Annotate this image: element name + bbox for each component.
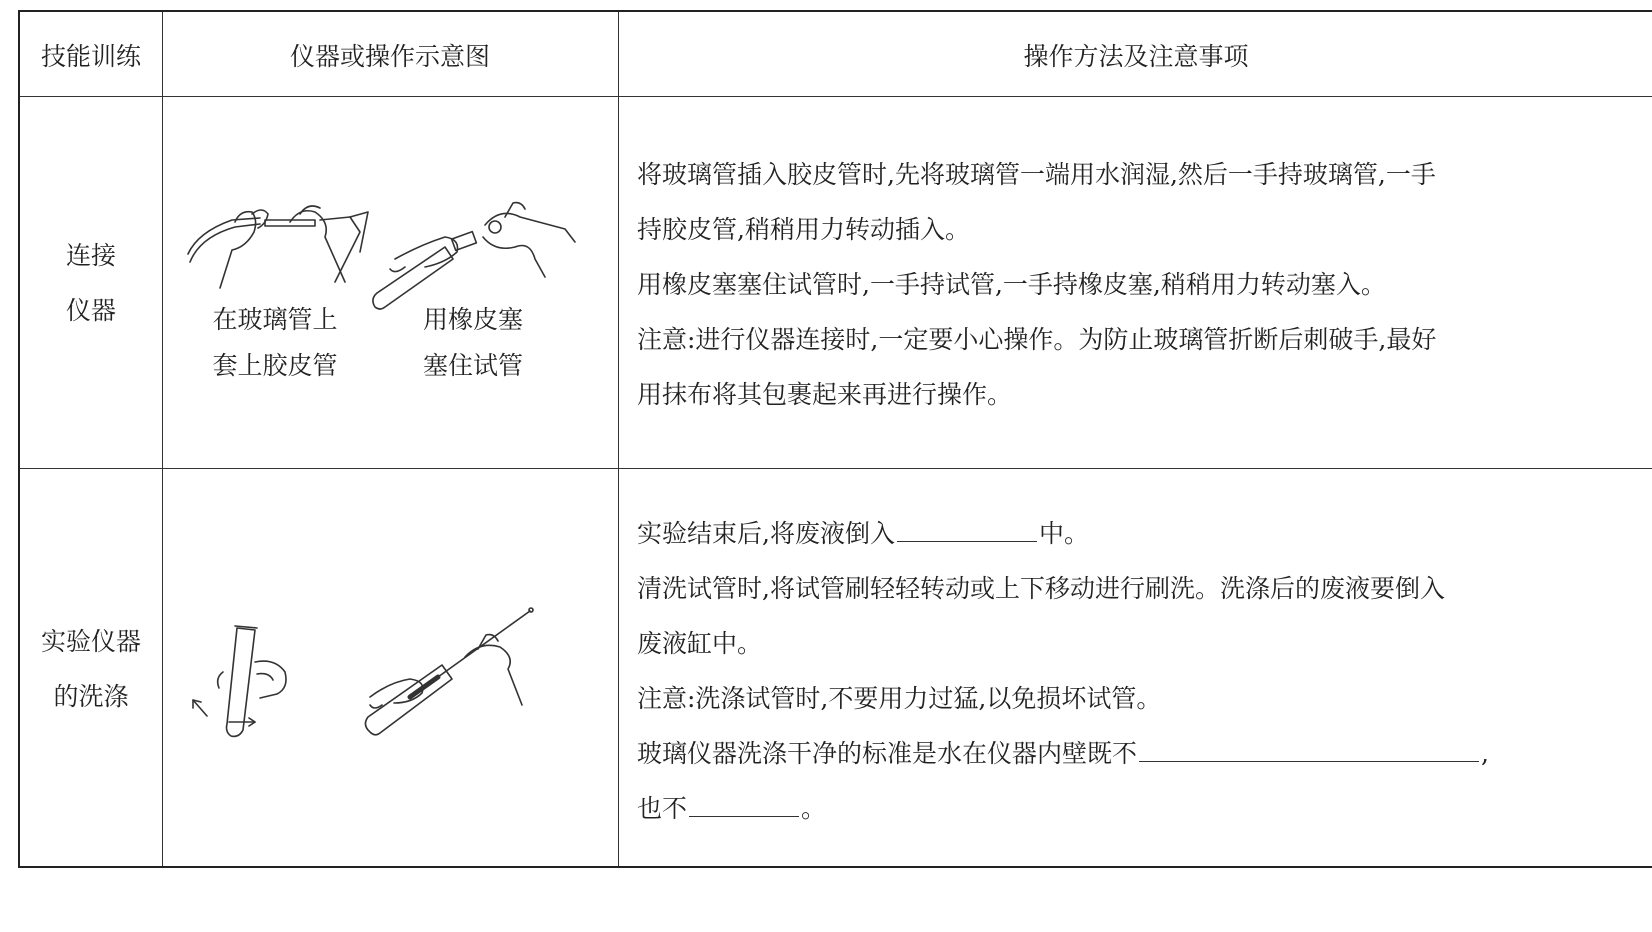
tube-and-hose-illustration xyxy=(180,192,370,292)
header-skill: 技能训练 xyxy=(40,42,141,71)
method-line-segment: 。 xyxy=(801,794,827,823)
method-line: 注意:洗涤试管时,不要用力过猛,以免损坏试管。 xyxy=(637,684,1162,713)
method-line xyxy=(637,726,1489,781)
method-line-segment: 中。 xyxy=(1038,519,1089,548)
row-label-washing xyxy=(20,470,162,868)
method-line: 清洗试管时,将试管刷轻轻转动或上下移动进行刷洗。洗涤后的废液要倒入 xyxy=(637,574,1445,603)
caption-line: 在玻璃管上 xyxy=(212,305,338,334)
method-text-washing xyxy=(637,506,1489,836)
method-line: 废液缸中。 xyxy=(637,629,763,658)
row-label-line: 实验仪器 xyxy=(40,627,141,656)
stopper-and-test-tube-illustration xyxy=(365,197,580,312)
caption-stopper xyxy=(398,297,548,389)
row-label-line: 的洗涤 xyxy=(53,682,129,711)
method-line-segment: , xyxy=(1481,739,1489,768)
fill-in-blank[interactable] xyxy=(1139,727,1479,762)
fill-in-blank[interactable] xyxy=(689,782,799,817)
caption-tube-hose xyxy=(200,297,350,389)
method-line: 注意:进行仪器连接时,一定要小心操作。为防止玻璃管折断后刺破手,最好 xyxy=(637,325,1437,354)
row-label-connect xyxy=(20,98,162,468)
method-line: 用橡皮塞塞住试管时,一手持试管,一手持橡皮塞,稍稍用力转动塞入。 xyxy=(637,270,1386,299)
shaking-test-tube-illustration xyxy=(185,622,300,742)
method-line: 用抹布将其包裹起来再进行操作。 xyxy=(637,380,1013,409)
test-tube-brush-illustration xyxy=(350,607,540,747)
row-divider xyxy=(20,468,1652,469)
method-line-segment: 实验结束后,将废液倒入 xyxy=(637,519,895,548)
column-divider-1 xyxy=(162,12,163,866)
skills-table xyxy=(18,10,1652,868)
header-diagram: 仪器或操作示意图 xyxy=(289,42,490,71)
fill-in-blank[interactable] xyxy=(897,507,1037,542)
header-method: 操作方法及注意事项 xyxy=(1023,42,1249,71)
column-divider-2 xyxy=(618,12,619,866)
caption-line: 塞住试管 xyxy=(422,351,523,380)
row-label-line: 仪器 xyxy=(65,296,116,325)
method-line xyxy=(637,781,1489,836)
method-line-segment: 也不 xyxy=(637,794,688,823)
method-text-connect xyxy=(637,147,1436,422)
method-line: 持胶皮管,稍稍用力转动插入。 xyxy=(637,215,970,244)
row-label-line: 连接 xyxy=(65,241,116,270)
method-line: 将玻璃管插入胶皮管时,先将玻璃管一端用水润湿,然后一手持玻璃管,一手 xyxy=(637,160,1436,189)
method-line xyxy=(637,506,1489,561)
caption-line: 套上胶皮管 xyxy=(212,351,338,380)
method-line-segment: 玻璃仪器洗涤干净的标准是水在仪器内壁既不 xyxy=(637,739,1138,768)
caption-line: 用橡皮塞 xyxy=(422,305,523,334)
